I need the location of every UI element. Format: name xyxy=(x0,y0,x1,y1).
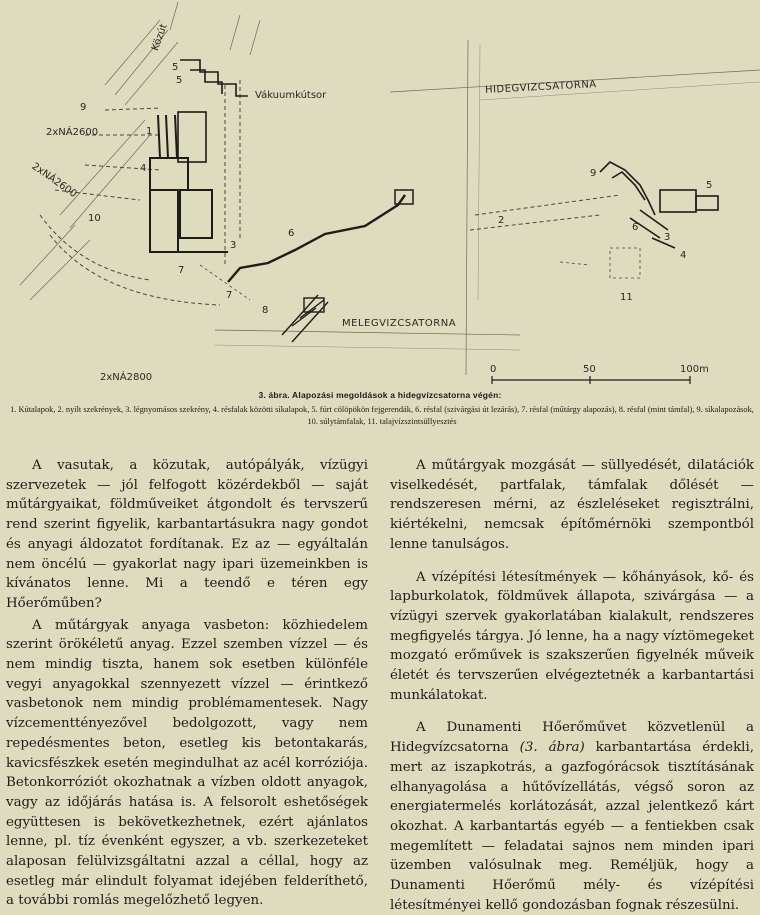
marker-2: 2 xyxy=(498,215,505,226)
marker-4b: 4 xyxy=(680,250,687,261)
scale-hundred: 100m xyxy=(680,364,709,375)
figure-caption-legend: 1. Kútalapok, 2. nyílt szekrények, 3. légnyomásos szekrény, 4. résfalak közötti síkalapok, 5. fúrt cölöpökön fejgerendák, 6. résfal (szivárgási út lezárás), 7. résfal (műtárgy alapozás), 8. résfal (mint támfal), 9. síkalapozások, 10. súlytámfalak, 11. talajvízszintsüllyesztés xyxy=(10,405,754,426)
marker-11: 11 xyxy=(620,292,633,303)
paragraph: A műtárgyak mozgását — süllyedését, dilatációk viselkedését, partfalak, támfalak dőlését — rendszeresen mérni, az észleléseket regisztrálni, kiértékelni, nemcsak építőmérnöki szempontból lenne tanulságos. xyxy=(390,458,754,552)
paragraph-text: A Dunamenti Hőerőművet közvetlenül a Hidegvízcsatorna xyxy=(390,720,754,756)
marker-3: 3 xyxy=(230,240,237,251)
marker-5a: 5 xyxy=(172,62,179,73)
paragraph xyxy=(390,718,754,915)
scale-bar xyxy=(492,376,690,384)
vacuum-well-row-label: Vákuumkútsor xyxy=(255,90,327,101)
article-right-column xyxy=(390,456,754,915)
pipe-label-mid: 2xNÁ2600 xyxy=(29,161,79,200)
paragraph-text: karbantartása érdekli, mert az iszapkotrás, a gazfogórácsok tisztításának elhanyagolása a hűtővízellátás, végső soron az energiatermelés korlátozását, azzal jelentkező kárt okozhat. A karbantartás egyéb — a fentiekben csak megemlített — feladatai sajnos nem minden ipari üzemben valósulnak meg. Reméljük, hogy a Dunamenti Hőerőmű mély- és vízépítési létesítményei kellő gondozásban fognak részesülni. xyxy=(390,740,755,913)
cutoff-wall xyxy=(228,195,405,282)
paragraph: A műtárgyak anyaga vasbeton: közhiedelem szerint örökéletű anyag. Ezzel szemben vízzel — és nem mindig tiszta, hanem sok esetben különféle vegyi anyagokkal szennyezett vízzel — érintkező vasbetonok nem mindig problémamentesek. Nagy vízcementtényezővel bedolgozott, vagy nem repedésmentes beton, esetleg kis betontakarás, kavicsfészkek esetén megindulhat az acél korróziója. Betonkorróziót okozhatnak a vízben oldott anyagok, vagy az időjárás hatása is. A felsorolt eshetőségek együttesen is bekövetkezhetnek, ezért ajánlatos lenne, pl. tíz évenként egyszer, a vb. szerkezeteket alaposan felülvizsgáltatni azzal a céllal, hogy az esetleg már elindult folyamat idejében felderíthető, a további romlás megelőzhető legyen. xyxy=(6,617,368,909)
paragraph: A vasutak, a közutak, autópályák, vízügyi szervezetek — jól felfogott közérdekből — saját műtárgyaikat, földműveiket átgondolt és tervszerű rend szerint figyelik, karbantartásukra nagy gondot és anyagi áldozatot fordítanak. Ez az — egyáltalán nem öncélú — gyakorlat nagy ipari üzemeinkben is kívánatos lenne. Mi a teendő e téren egy Hőerőműben? xyxy=(6,458,368,611)
marker-3b: 3 xyxy=(664,232,671,243)
outlet-structure xyxy=(600,162,718,248)
pipe-label-bottom: 2xNÁ2800 xyxy=(100,372,153,383)
site-plan-figure xyxy=(0,0,760,385)
marker-5b: 5 xyxy=(176,75,183,86)
marker-7b: 7 xyxy=(226,290,233,301)
upper-zigzag-structure xyxy=(178,60,248,162)
marker-8: 8 xyxy=(262,305,269,316)
warm-water-canal-label: MELEGVIZCSATORNA xyxy=(342,318,457,329)
road-label: Közút xyxy=(149,22,170,53)
figure-reference: (3. ábra) xyxy=(519,740,585,756)
scale-fifty: 50 xyxy=(583,364,596,375)
marker-1: 1 xyxy=(146,126,153,137)
pipe-label-top: 2xNÁ2600 xyxy=(46,127,99,138)
cold-water-canal-label: HIDEGVIZCSATORNA xyxy=(484,79,597,96)
marker-6: 6 xyxy=(288,228,295,239)
marker-7a: 7 xyxy=(178,265,185,276)
marker-6b: 6 xyxy=(632,222,639,233)
marker-10: 10 xyxy=(88,213,101,224)
marker-4a: 4 xyxy=(140,163,147,174)
retaining-wall-segment xyxy=(282,295,328,342)
paragraph: A vízépítési létesítmények — kőhányások, kő- és lapburkolatok, földművek állapota, szivárgása — a vízügyi szervek gyakorlatában kialakult, rendszeres megfigyelés tárgya. Jó lenne, ha a nagy víztömegeket mozgató erőművek is szakszerűen figyelnék műveik életét és tervszerűen elvégeztetnék a karbantartási munkálatokat. xyxy=(390,569,754,703)
figure-caption-title: 3. ábra. Alapozási megoldások a hidegvízcsatorna végén: xyxy=(258,390,502,400)
marker-9b: 9 xyxy=(590,168,597,179)
marker-9a: 9 xyxy=(80,102,87,113)
intake-structure xyxy=(150,115,228,252)
article-left-column xyxy=(6,456,368,911)
scale-zero: 0 xyxy=(490,364,497,375)
road-lines xyxy=(20,2,260,300)
marker-5c: 5 xyxy=(706,180,713,191)
